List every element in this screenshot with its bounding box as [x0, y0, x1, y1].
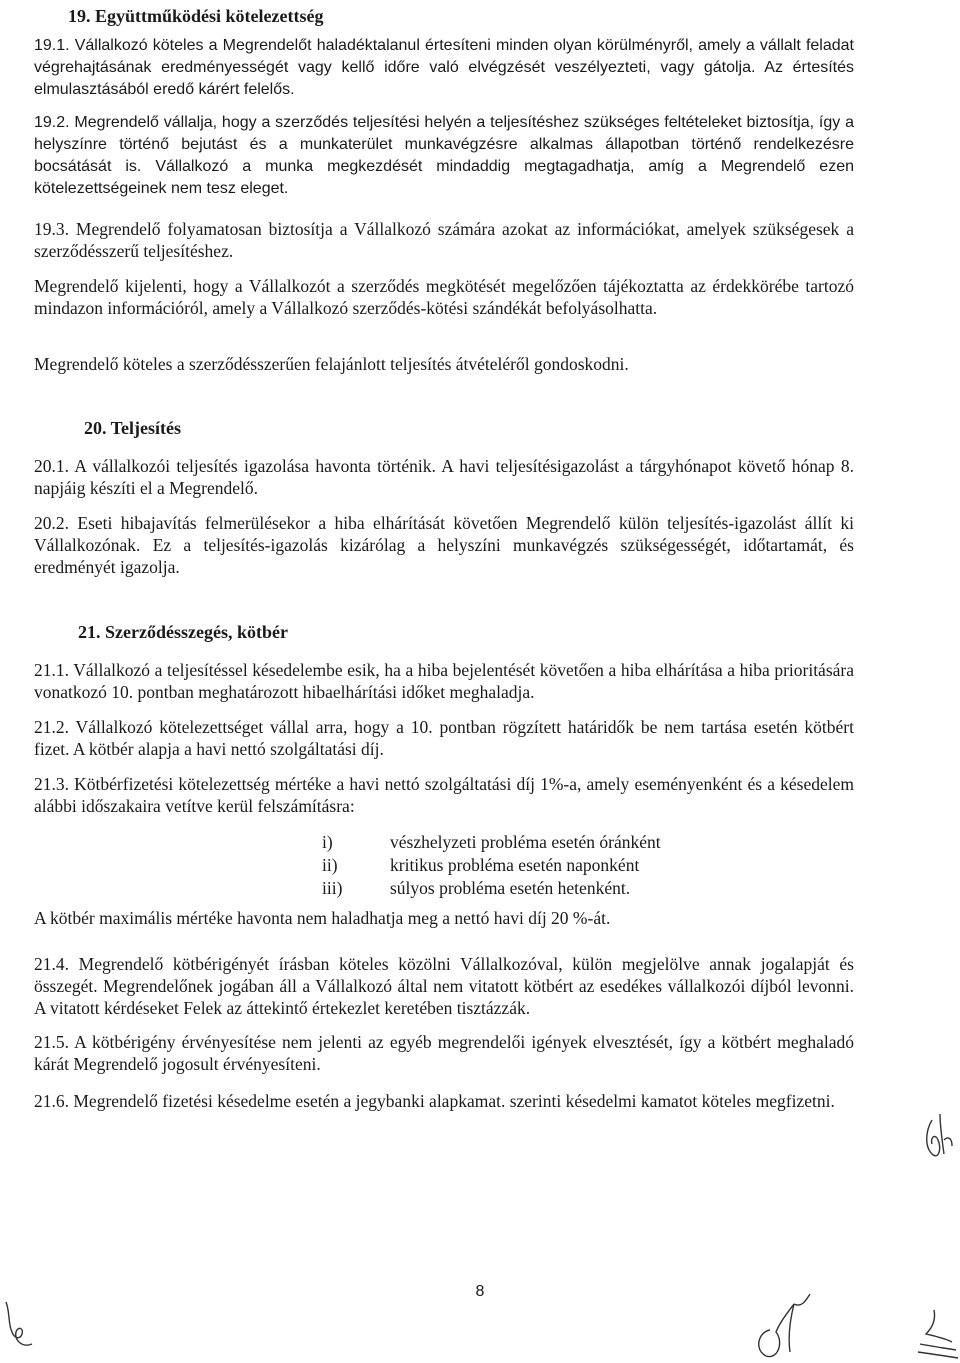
signature-initials-right: [918, 1110, 958, 1170]
paragraph-19-3: 19.3. Megrendelő folyamatosan biztosítja a Vállalkozó számára azokat az információkat, amelyek szükségesek a szerződésszerű teljesítéshez.: [34, 219, 854, 261]
paragraph-19-acceptance: Megrendelő köteles a szerződésszerűen felajánlott teljesítés átvételéről gondoskodni.: [34, 354, 629, 374]
paragraph-20-1: 20.1. A vállalkozói teljesítés igazolása havonta történik. A havi teljesítésigazolást a tárgyhónapot követő hónap 8. napjáig készíti el a Megrendelő.: [34, 456, 854, 498]
paragraph-21-4: 21.4. Megrendelő kötbérigényét írásban köteles közölni Vállalkozóval, külön megjelölve annak jogalapját és összegét. Megrendelőnek jogában áll a Vállalkozó által nem vitatott kötbért az esedékes vállalkozói díjból levonni. A vitatott kérdéseket Felek az áttekintő értekezlet keretében tisztázzák.: [34, 954, 854, 1018]
section-19-heading: 19. Együttműködési kötelezettség: [68, 6, 324, 26]
page-number: 8: [475, 1283, 485, 1300]
list-item: iii) súlyos probléma esetén hetenként.: [322, 878, 631, 898]
paragraph-21-3: 21.3. Kötbérfizetési kötelezettség mértéke a havi nettó szolgáltatási díj 1%-a, amely eseményenként és a késedelem alábbi időszakaira vetítve kerül felszámításra:: [34, 774, 854, 816]
paragraph-19-1: 19.1. Vállalkozó köteles a Megrendelőt haladéktalanul értesíteni minden olyan körülményről, amely a vállalt feladat végrehajtásának eredményességét vagy kellő időre való elvégzését veszélyezteti, vagy gátolja. Az értesítés elmulasztásából eredő kárért felelős.: [34, 37, 854, 98]
list-item: i) vészhelyzeti probléma esetén óránként: [322, 832, 661, 852]
paragraph-21-5: 21.5. A kötbérigény érvényesítése nem jelenti az egyéb megrendelői igények elvesztését, így a kötbért meghaladó kárát Megrendelő jogosult érvényesíteni.: [34, 1032, 854, 1074]
signature-initials-center: [740, 1290, 840, 1362]
paragraph-20-2: 20.2. Eseti hibajavítás felmerülésekor a hiba elhárítását követően Megrendelő külön teljesítés-igazolást állít ki Vállalkozónak. Ez a teljesítés-igazolás kizárólag a helyszíni munkavégzés szükségességét, időtartamát, és eredményét igazolja.: [34, 513, 854, 577]
signature-initials-left: [0, 1298, 40, 1360]
paragraph-21-max-penalty: A kötbér maximális mértéke havonta nem haladhatja meg a nettó havi díj 20 %-át.: [34, 908, 611, 928]
penalty-period-list: [322, 831, 661, 900]
paragraph-19-declaration: Megrendelő kijelenti, hogy a Vállalkozót a szerződés megkötését megelőzően tájékoztatta az érdekkörébe tartozó mindazon információról, amely a Vállalkozó szerződés-kötési szándékát befolyásolhatta.: [34, 276, 854, 318]
paragraph-21-6: 21.6. Megrendelő fizetési késedelme esetén a jegybanki alapkamat. szerinti késedelmi kamatot köteles megfizetni.: [34, 1091, 835, 1111]
list-item: ii) kritikus probléma esetén naponként: [322, 855, 640, 875]
section-21-heading: 21. Szerződésszegés, kötbér: [78, 622, 288, 642]
paragraph-21-2: 21.2. Vállalkozó kötelezettséget vállal arra, hogy a 10. pontban rögzített határidők be nem tartása esetén kötbért fizet. A kötbér alapja a havi nettó szolgáltatási díj.: [34, 717, 854, 759]
paragraph-21-1: 21.1. Vállalkozó a teljesítéssel késedelembe esik, ha a hiba bejelentését követően a hiba elhárítása a hiba prioritására vonatkozó 10. pontban meghatározott hibaelhárítási időket meghaladja.: [34, 660, 854, 702]
paragraph-19-2: 19.2. Megrendelő vállalja, hogy a szerződés teljesítési helyén a teljesítéshez szükséges feltételeket biztosítja, így a helyszínre történő bejutást és a munkaterület munkavégzésre alkalmas állapotban történő rendelkezésre bocsátását is. Vállalkozó a munka megkezdését mindaddig megtagadhatja, amíg a Megrendelő ezen kötelezettségeinek nem tesz eleget.: [34, 114, 854, 197]
section-20-heading: 20. Teljesítés: [84, 418, 181, 438]
signature-initials-bottom-right: [910, 1300, 960, 1360]
